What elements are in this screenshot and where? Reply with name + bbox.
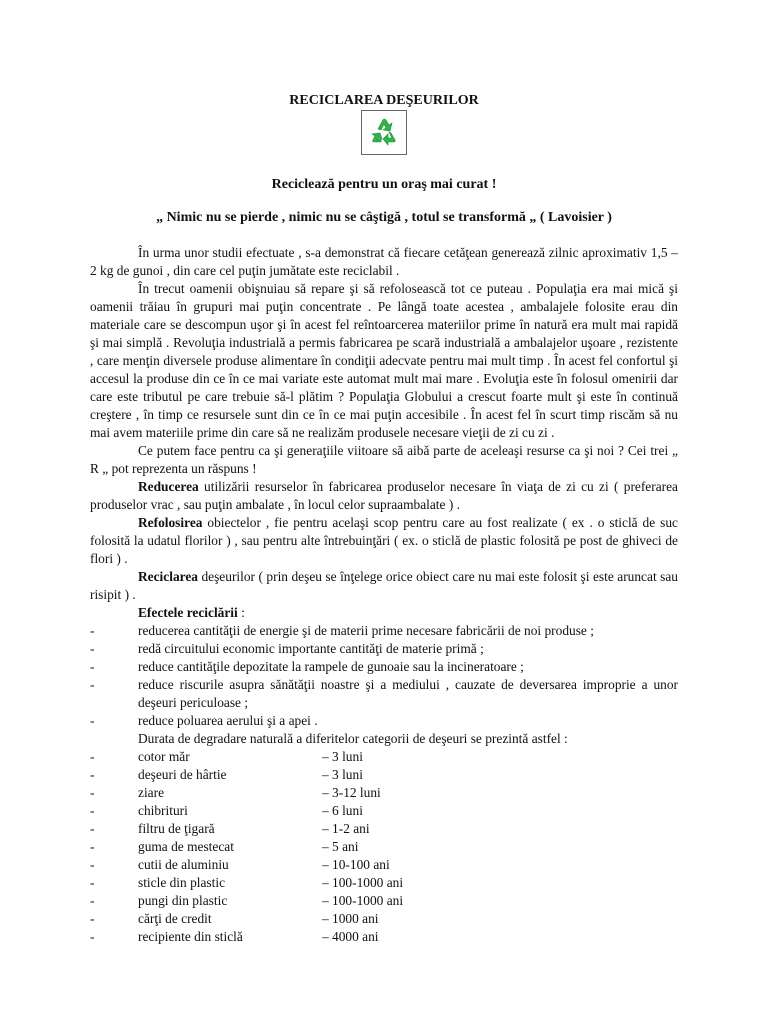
reduce-term: Reducerea — [138, 479, 199, 494]
paragraph-recycle — [90, 568, 678, 604]
list-dash: - — [90, 821, 95, 836]
paragraph-three-r: Ce putem face pentru ca şi generaţiile viitoare să aibă parte de aceleaşi resurse ca şi noi ? Cei trei „ R „ pot reprezenta un răspuns ! — [90, 443, 678, 476]
list-item — [90, 910, 678, 928]
lavoisier-quote: „ Nimic nu se pierde , nimic nu se câştigă , totul se transformă „ ( Lavoisier ) — [156, 210, 612, 225]
degradation-time: – 100-1000 ani — [322, 893, 404, 908]
list-dash: - — [90, 893, 95, 908]
waste-item: recipiente din sticlă — [138, 929, 243, 944]
list-item: - reduce riscurile asupra sănătăţii noastre şi a mediului , cauzate de deversarea improprie a unor deşeuri periculoase ; — [90, 676, 678, 712]
document-body — [90, 244, 678, 946]
list-item — [90, 748, 678, 766]
recycle-text: deşeurilor ( prin deşeu se înţelege orice obiect care nu mai este folosit şi este aruncat sau risipit ) . — [90, 569, 678, 602]
slogan: Reciclează pentru un oraş mai curat ! — [271, 177, 497, 192]
list-item: - reduce poluarea aerului şi a apei . — [90, 712, 678, 730]
recycle-logo — [361, 110, 407, 155]
degradation-time: – 3 luni — [322, 749, 363, 764]
effects-list — [90, 622, 678, 730]
effects-heading-line — [90, 604, 678, 622]
list-dash: - — [90, 839, 95, 854]
paragraph-intro: În urma unor studii efectuate , s-a demonstrat că fiecare cetăţean generează zilnic aproximativ 1,5 – 2 kg de gunoi , din care cel puţin jumătate este reciclabil . — [90, 245, 678, 278]
list-item — [90, 856, 678, 874]
degradation-time: – 5 ani — [322, 839, 359, 854]
waste-item: ziare — [138, 785, 165, 800]
waste-item: cărţi de credit — [138, 911, 212, 926]
list-item — [90, 838, 678, 856]
paragraph-reduce — [90, 478, 678, 514]
degradation-time: – 10-100 ani — [322, 857, 390, 872]
waste-item: cutii de aluminiu — [138, 857, 229, 872]
waste-item: deşeuri de hârtie — [138, 767, 227, 782]
degradation-time: – 100-1000 ani — [322, 875, 404, 890]
degradation-time: – 6 luni — [322, 803, 363, 818]
list-dash: - — [90, 785, 95, 800]
effects-heading: Efectele reciclării — [138, 605, 238, 620]
durations-list — [90, 748, 678, 946]
list-item: - redă circuitului economic importante cantităţi de materie primă ; — [90, 640, 678, 658]
degradation-time: – 3 luni — [322, 767, 363, 782]
waste-item: filtru de ţigară — [138, 821, 215, 836]
list-item — [90, 874, 678, 892]
list-dash: - — [90, 929, 95, 944]
list-dash: - — [90, 803, 95, 818]
list-dash: - — [90, 911, 95, 926]
waste-item: cotor măr — [138, 749, 190, 764]
reuse-term: Refolosirea — [138, 515, 203, 530]
list-dash: - — [90, 767, 95, 782]
list-item — [90, 928, 678, 946]
reuse-text: obiectelor , fie pentru acelaşi scop pentru care au fost realizate ( ex . o sticlă de suc folosită la udatul florilor ) , sau pentru alte întrebuinţări ( ex. o sticlă de plastic folosită pe post de ghiveci de flori ) . — [90, 515, 678, 566]
waste-item: guma de mestecat — [138, 839, 234, 854]
list-item — [90, 802, 678, 820]
document-title: RECICLAREA DEŞEURILOR — [289, 93, 479, 108]
paragraph-history: În trecut oamenii obişnuiau să repare şi să refolosească tot ce puteau . Populaţia era mai mică şi oamenii trăiau în grupuri mai puţin concentrate . Pe lângă toate acestea , ambalajele folosite erau din materiale care se descompun uşor şi în acest fel reîntoarcerea materiilor prime în natură era mult mai rapidă şi mai simplă . Revoluţia industrială a permis fabricarea pe scară industrială a ambalajelor uşoare , rezistente , care menţin diversele produse alimentare în condiţii adecvate pentru mai mult timp . În acest fel confortul şi accesul la produse din ce în ce mai variate este automat mult mai mare . Evoluţia este în folosul omenirii dar care este tributul pe care trebuie să-l plătim ? Populaţia Globului a crescut foarte mult şi este în continuă creştere , în timp ce resursele sunt din ce în ce mai puţin accesibile . În acest fel în scurt timp riscăm să nu mai avem materiile prime din care să ne realizăm produsele necesare vieţii de zi cu zi . — [90, 281, 678, 440]
list-item — [90, 784, 678, 802]
recycle-icon — [362, 111, 406, 154]
list-dash: - — [90, 749, 95, 764]
reduce-text: utilizării resurselor în fabricarea produselor necesare în viaţa de zi cu zi ( preferarea produselor vrac , sau puţin ambalate , în locul celor supraambalate ) . — [90, 479, 678, 512]
list-item — [90, 766, 678, 784]
list-item — [90, 820, 678, 838]
paragraph-reuse — [90, 514, 678, 568]
recycle-term: Reciclarea — [138, 569, 198, 584]
list-dash: - — [90, 857, 95, 872]
effects-colon: : — [237, 605, 245, 620]
degradation-time: – 1-2 ani — [322, 821, 370, 836]
list-item — [90, 892, 678, 910]
waste-item: sticle din plastic — [138, 875, 226, 890]
degradation-time: – 3-12 luni — [322, 785, 381, 800]
list-item: - reducerea cantităţii de energie şi de materii prime necesare fabricării de noi produse ; — [90, 622, 678, 640]
list-dash: - — [90, 875, 95, 890]
waste-item: chibrituri — [138, 803, 188, 818]
degradation-time: – 4000 ani — [322, 929, 379, 944]
waste-item: pungi din plastic — [138, 893, 228, 908]
degradation-time: – 1000 ani — [322, 911, 379, 926]
durations-intro: Durata de degradare naturală a diferitelor categorii de deşeuri se prezintă astfel : — [138, 731, 568, 746]
list-item: - reduce cantităţile depozitate la rampele de gunoaie sau la incineratoare ; — [90, 658, 678, 676]
